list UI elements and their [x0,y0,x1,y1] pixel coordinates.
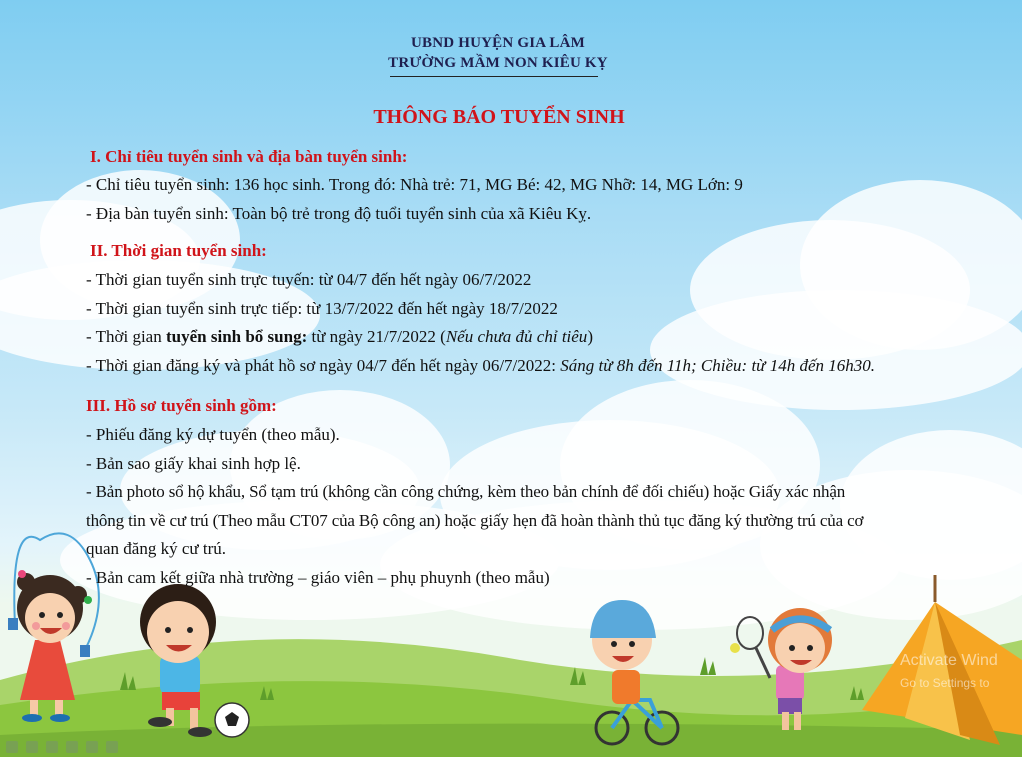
section2-line1: - Thời gian tuyển sinh trực tuyến: từ 04/7 đến hết ngày 06/7/2022 [86,270,532,289]
section2-line3-date: từ ngày 21/7/2022 ( [307,327,446,346]
section2-line2: - Thời gian tuyển sinh trực tiếp: từ 13/7/2022 đến hết ngày 18/7/2022 [86,299,558,318]
section1-line1: - Chỉ tiêu tuyển sinh: 136 học sinh. Trong đó: Nhà trẻ: 71, MG Bé: 42, MG Nhỡ: 14, MG Lớn: 9 [86,175,743,194]
more-options-icon[interactable] [106,741,118,753]
section2-line3-close: ) [587,327,593,346]
previous-slide-icon[interactable] [6,741,18,753]
section2-line4-main: - Thời gian đăng ký và phát hồ sơ ngày 04/7 đến hết ngày 06/7/2022: [86,356,561,375]
activation-watermark-subtitle: Go to Settings to [900,676,990,690]
slides-grid-icon[interactable] [66,741,78,753]
section3-line4: thông tin về cư trú (Theo mẫu CT07 của Bộ công an) hoặc giấy hẹn đã hoàn thành thủ tục đăng ký thường trú của cơ [86,511,864,530]
section2-line3-note: Nếu chưa đủ chỉ tiêu [445,327,588,346]
section3-heading: III. Hồ sơ tuyển sinh gồm: [86,396,277,415]
section1-line2: - Địa bàn tuyển sinh: Toàn bộ trẻ trong độ tuổi tuyển sinh của xã Kiêu Kỵ. [86,204,592,223]
section3-line2: - Bản sao giấy khai sinh hợp lệ. [86,454,301,473]
section2-line4 [86,355,875,377]
activation-watermark-title: Activate Wind [900,652,998,669]
page-title: THÔNG BÁO TUYỂN SINH [373,106,625,128]
section3-line1: - Phiếu đăng ký dự tuyển (theo mẫu). [86,425,340,444]
section2-heading: II. Thời gian tuyển sinh: [90,241,267,260]
pointer-icon[interactable] [26,741,38,753]
section2-line3 [86,326,593,348]
school-name: TRƯỜNG MẦM NON KIÊU KỴ [388,55,608,71]
section1-heading: I. Chỉ tiêu tuyển sinh và địa bàn tuyển sinh: [90,147,408,166]
section2-line3-bold: tuyển sinh bổ sung: [165,327,308,346]
section3-line3: - Bản photo sổ hộ khẩu, Sổ tạm trú (không cần công chứng, kèm theo bản chính để đối chiếu) hoặc Giấy xác nhận [86,482,846,501]
section3-line6: - Bản cam kết giữa nhà trường – giáo viên – phụ phuynh (theo mẫu) [86,568,550,587]
section2-line4-hours: Sáng từ 8h đến 11h; Chiều: từ 14h đến 16h30. [560,356,875,375]
section3-line5: quan đăng ký cư trú. [86,539,226,558]
header-divider [390,76,598,77]
pen-icon[interactable] [46,741,58,753]
district-name: UBND HUYỆN GIA LÂM [410,35,586,51]
section2-line3-prefix: - Thời gian [86,327,166,346]
zoom-icon[interactable] [86,741,98,753]
